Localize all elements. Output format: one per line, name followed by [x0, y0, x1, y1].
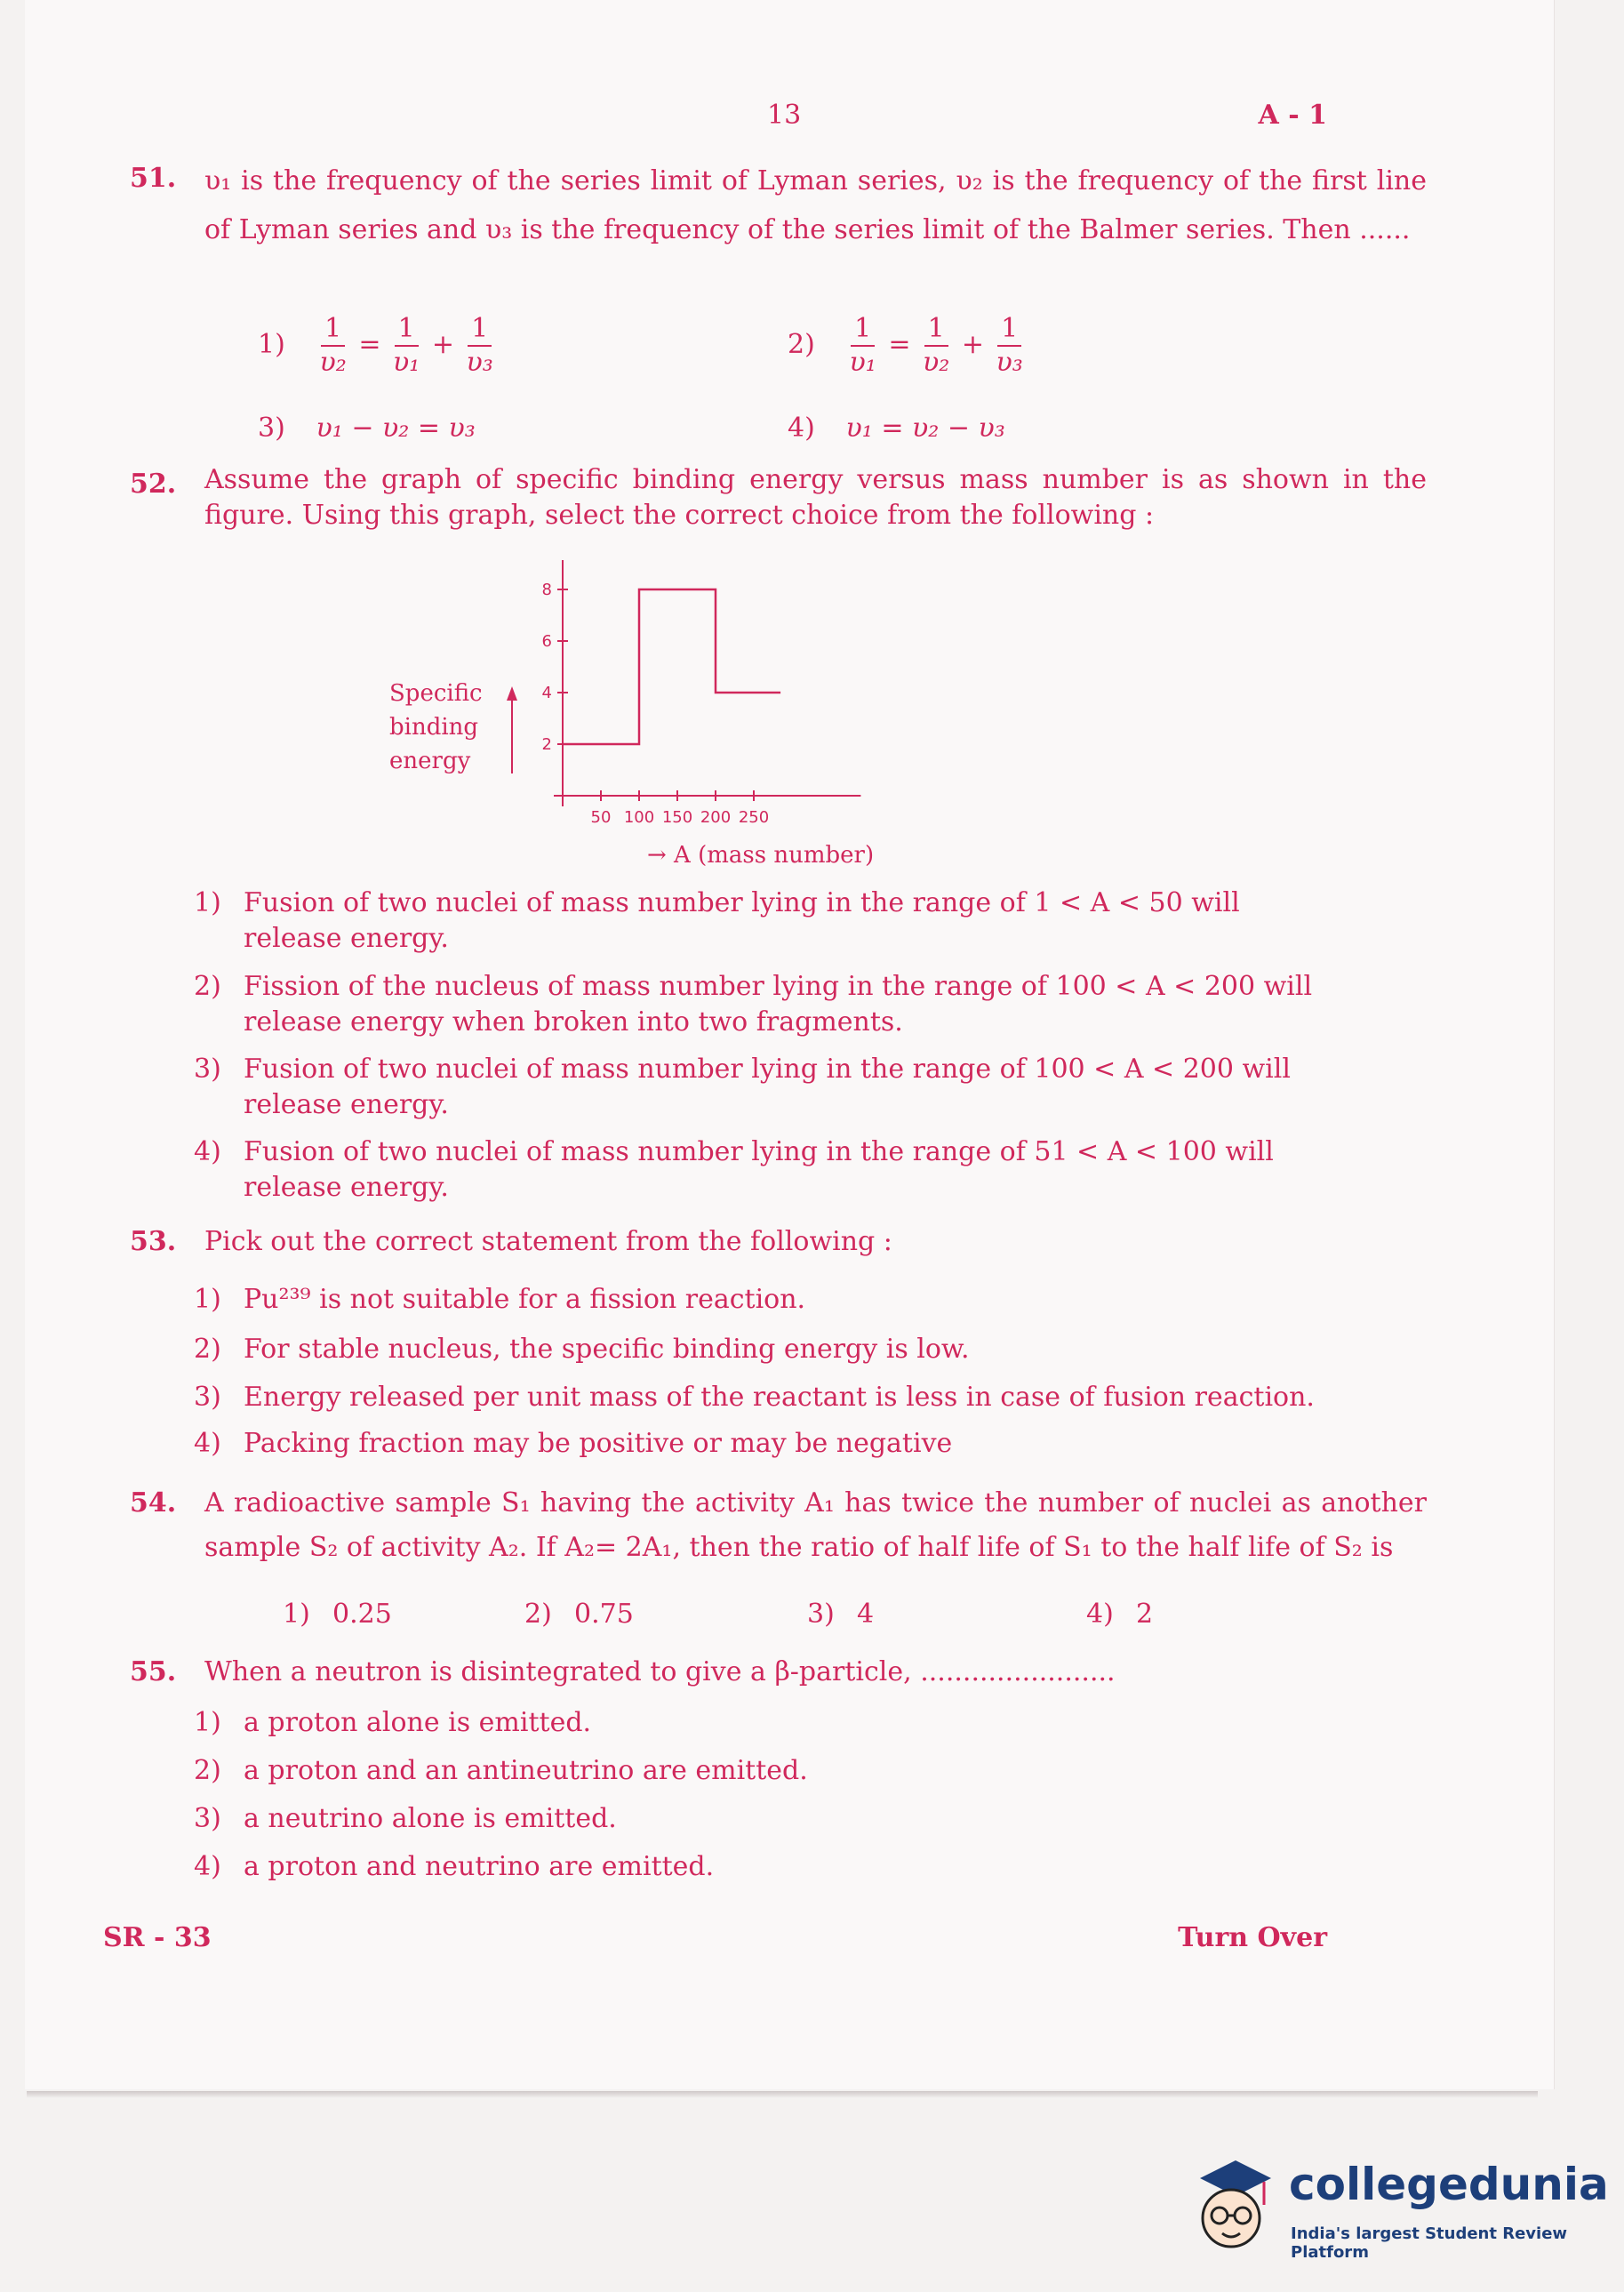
option-number: 2): [194, 1334, 221, 1365]
footer-series-code: SR - 33: [103, 1922, 212, 1953]
q52-option-4[interactable]: [194, 1134, 1323, 1206]
q54-option-1[interactable]: [283, 1599, 392, 1630]
x-tick-label: 250: [738, 808, 770, 827]
option-number: 4): [194, 1428, 221, 1459]
option-number: 1): [258, 329, 285, 360]
brand-tagline: India's largest Student Review Platform: [1291, 2224, 1568, 2262]
fraction: $\frac{1}{\text{υ₃}}$: [466, 313, 493, 378]
y-tick-label: 4: [541, 684, 552, 702]
paper-code: A - 1: [1258, 100, 1327, 131]
option-number: 4): [1086, 1599, 1114, 1630]
option-text: 0.25: [332, 1599, 392, 1630]
fraction: $\frac{1}{\text{υ₃}}$: [996, 313, 1023, 378]
option-number: 1): [194, 887, 221, 918]
option-text: a proton and neutrino are emitted.: [244, 1851, 715, 1882]
option-number: 3): [194, 1054, 221, 1085]
q53-option-3[interactable]: [194, 1380, 1323, 1415]
option-text: For stable nucleus, the specific binding energy is low.: [244, 1334, 970, 1365]
plus-sign: +: [961, 329, 984, 360]
q54-option-3[interactable]: [807, 1599, 874, 1630]
exam-page: [25, 0, 1555, 2089]
chart-svg: [380, 551, 1003, 871]
question-text: Pick out the correct statement from the following :: [204, 1226, 892, 1257]
option-number: 2): [788, 329, 815, 360]
collegedunia-watermark: [1182, 2152, 1609, 2267]
x-tick-label: 150: [661, 808, 693, 827]
option-number: 2): [194, 971, 221, 1002]
option-number: 4): [194, 1851, 221, 1882]
option-text: Packing fraction may be positive or may be negative: [244, 1428, 953, 1459]
page-number: 13: [767, 100, 802, 131]
option-number: 1): [283, 1599, 310, 1630]
plus-sign: +: [431, 329, 454, 360]
y-tick-label: 6: [541, 632, 552, 651]
option-text: 2: [1136, 1599, 1154, 1630]
question-text: When a neutron is disintegrated to give a β-particle, .......................: [204, 1656, 1116, 1687]
question-number: 54.: [130, 1487, 177, 1519]
fraction: $\frac{1}{\text{υ₂}}$: [923, 313, 950, 378]
option-expression: υ₁ = υ₂ − υ₃: [845, 413, 1005, 444]
question-number: 52.: [130, 469, 177, 500]
option-number: 3): [194, 1803, 221, 1834]
x-tick-label: 50: [590, 808, 612, 827]
q54-option-4[interactable]: [1086, 1599, 1153, 1630]
option-text: a proton and an antineutrino are emitted.: [244, 1755, 808, 1786]
option-text: Fusion of two nuclei of mass number lying in the range of 1 < A < 50 will release energy.: [244, 887, 1240, 954]
q52-option-3[interactable]: [194, 1052, 1323, 1123]
question-number: 55.: [130, 1656, 177, 1687]
option-number: 2): [524, 1599, 552, 1630]
q52-option-2[interactable]: [194, 969, 1323, 1040]
up-arrow-icon: [507, 686, 517, 701]
q53-option-2[interactable]: [194, 1332, 1323, 1367]
option-text: Pu²³⁹ is not suitable for a fission reaction.: [244, 1284, 806, 1315]
equals-sign: =: [358, 329, 381, 360]
option-number: 1): [194, 1284, 221, 1315]
q51-option-2[interactable]: [788, 313, 1027, 379]
fraction: $\frac{1}{\text{υ₁}}$: [849, 313, 876, 378]
option-number: 2): [194, 1755, 221, 1786]
question-text: Assume the graph of specific binding energy versus mass number is as shown in the figure. Using this graph, select the correct choice from the following :: [204, 464, 1427, 531]
q55-option-3[interactable]: [194, 1801, 1323, 1837]
y-axis-label: binding: [389, 714, 479, 741]
option-text: a proton alone is emitted.: [244, 1707, 592, 1738]
option-text: 0.75: [574, 1599, 634, 1630]
option-text: Fusion of two nuclei of mass number lying in the range of 51 < A < 100 will release energy.: [244, 1136, 1274, 1203]
option-number: 4): [194, 1136, 221, 1167]
footer-turn-over: Turn Over: [1178, 1922, 1327, 1953]
fraction: $\frac{1}{\text{υ₁}}$: [393, 313, 420, 378]
q53-option-1[interactable]: [194, 1282, 1323, 1318]
option-number: 3): [194, 1382, 221, 1413]
y-tick-label: 2: [541, 735, 552, 754]
x-tick-label: 100: [623, 808, 655, 827]
option-text: Fusion of two nuclei of mass number lying in the range of 100 < A < 200 will release energy.: [244, 1054, 1291, 1120]
q51-option-3[interactable]: [258, 413, 476, 444]
q52-option-1[interactable]: [194, 886, 1323, 957]
q53-option-4[interactable]: [194, 1426, 1323, 1462]
question-number: 51.: [130, 163, 177, 194]
option-number: 3): [807, 1599, 835, 1630]
q55-option-4[interactable]: [194, 1849, 1323, 1885]
question-number: 53.: [130, 1226, 177, 1257]
q55-option-2[interactable]: [194, 1753, 1323, 1789]
option-text: a neutrino alone is emitted.: [244, 1803, 617, 1834]
q51-option-4[interactable]: [788, 413, 1005, 444]
x-tick-label: 200: [700, 808, 732, 827]
option-text: 4: [857, 1599, 875, 1630]
brand-name: collegedunia: [1289, 2159, 1609, 2210]
option-expression: υ₁ − υ₂ = υ₃: [316, 413, 476, 444]
option-text: Energy released per unit mass of the reactant is less in case of fusion reaction.: [244, 1382, 1315, 1413]
question-text: υ₁ is the frequency of the series limit of Lyman series, υ₂ is the frequency of the first line of Lyman series and υ₃ is the frequency of the series limit of the Balmer series. Then ......: [204, 165, 1427, 245]
y-tick-label: 8: [541, 581, 552, 599]
question-text: A radioactive sample S₁ having the activity A₁ has twice the number of nuclei as another sample S₂ of activity A₂. If A₂= 2A₁, then the ratio of half life of S₁ to the half life of S₂ is: [204, 1487, 1427, 1563]
option-number: 3): [258, 413, 285, 444]
q55-option-1[interactable]: [194, 1705, 1323, 1741]
series-line-binding-energy: [563, 589, 780, 744]
option-number: 4): [788, 413, 815, 444]
option-text: Fission of the nucleus of mass number lying in the range of 100 < A < 200 will release energy when broken into two fragments.: [244, 971, 1313, 1038]
page-edge-shadow: [27, 2091, 1538, 2098]
mascot-icon: [1182, 2152, 1280, 2258]
y-axis-label: Specific: [389, 680, 483, 707]
fraction: $\frac{1}{\text{υ₂}}$: [319, 313, 347, 378]
x-axis-label: → A (mass number): [647, 842, 875, 869]
binding-energy-chart: [380, 551, 1003, 871]
y-axis-label: energy: [389, 748, 471, 774]
q51-option-1[interactable]: [258, 313, 497, 379]
equals-sign: =: [888, 329, 911, 360]
option-number: 1): [194, 1707, 221, 1738]
q54-option-2[interactable]: [524, 1599, 634, 1630]
